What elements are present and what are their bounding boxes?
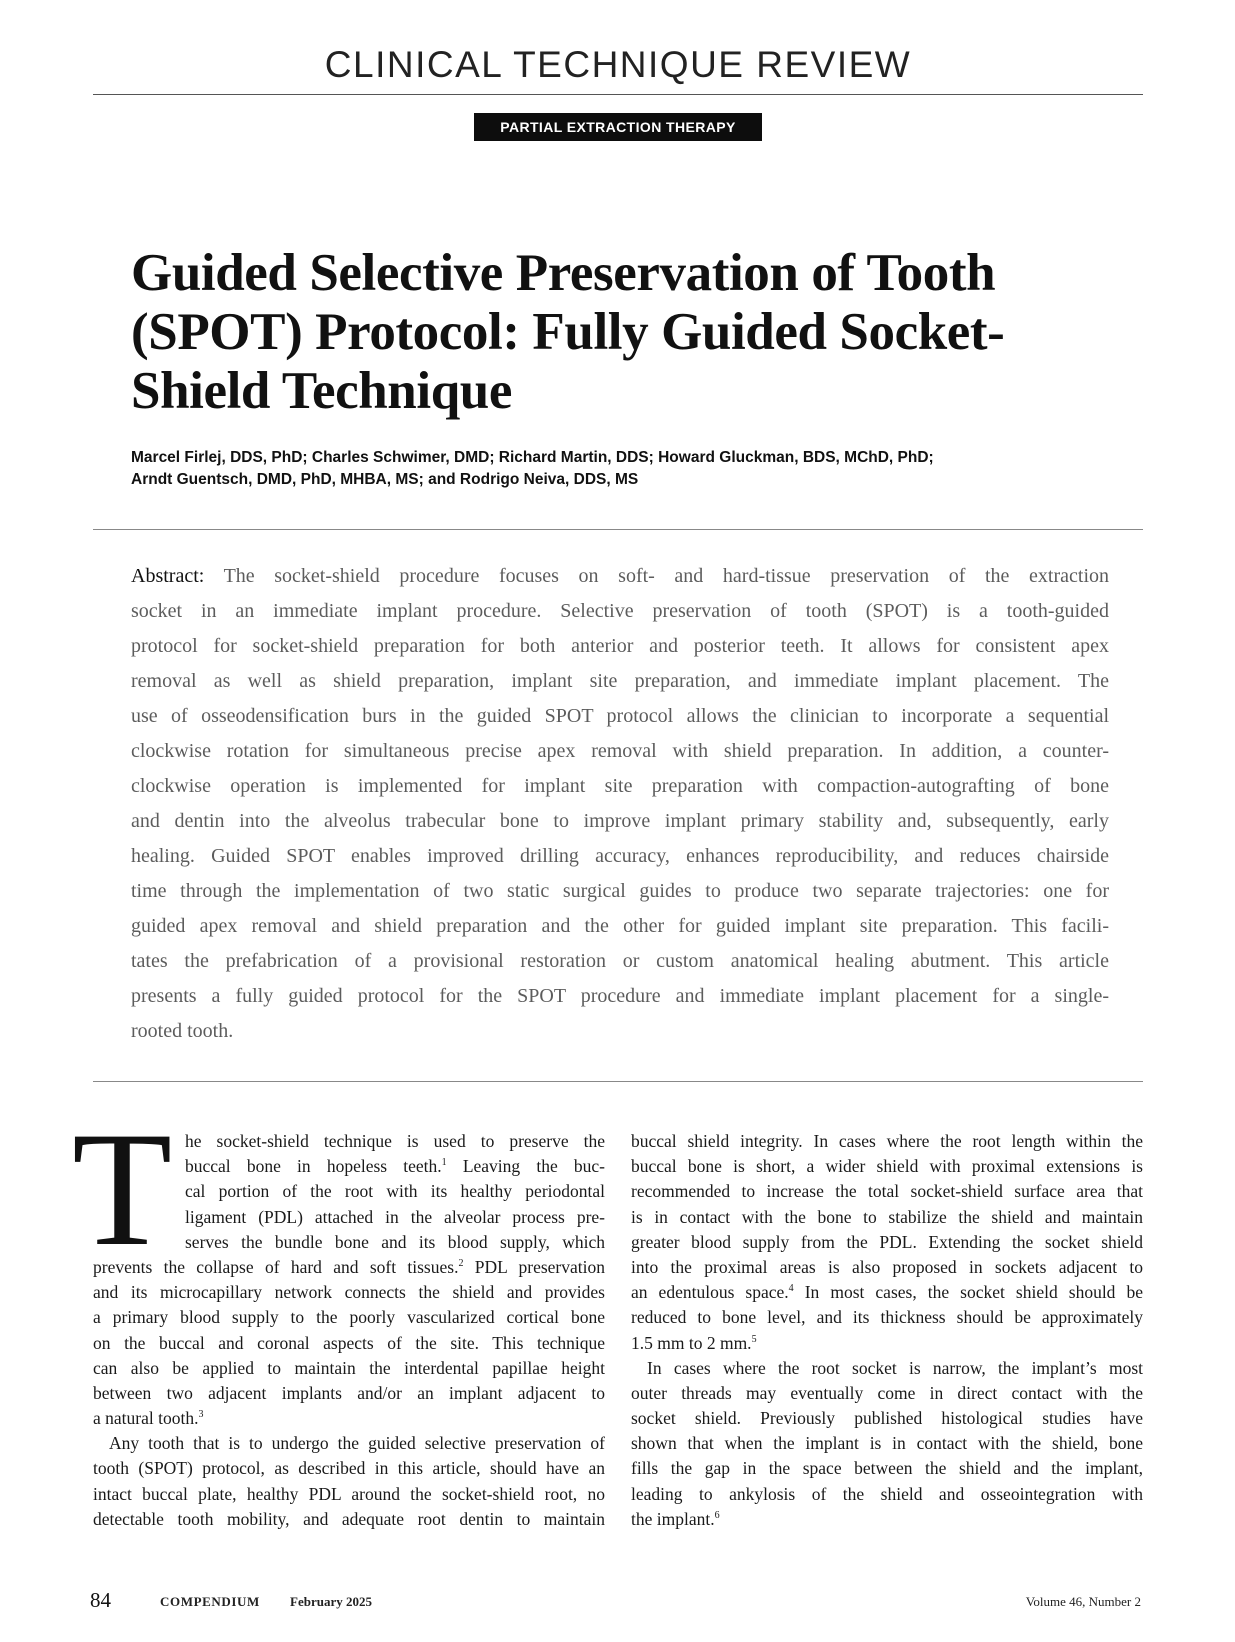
body-line: is in contact with the bone to stabilize the shield and maintain xyxy=(631,1206,1143,1227)
body-line: on the buccal and coronal aspects of the site. This technique xyxy=(93,1332,605,1353)
abstract-line: removal as well as shield preparation, implant site preparation, and immediate implant placement. The xyxy=(131,670,1109,692)
body-text: Leaving the buc- xyxy=(446,1156,605,1177)
body-text: a natural tooth. xyxy=(93,1408,199,1429)
body-line: recommended to increase the total socket-shield surface area that xyxy=(631,1181,1143,1202)
abstract-line: use of osseodensification burs in the guided SPOT protocol allows the clinician to incorporate a sequential xyxy=(131,705,1109,727)
header-divider xyxy=(93,94,1143,95)
abstract-line: healing. Guided SPOT enables improved drilling accuracy, enhances reproducibility, and reduces chairside xyxy=(131,845,1109,867)
abstract-line xyxy=(131,559,1109,594)
citation-ref: 3 xyxy=(198,1409,204,1421)
abstract-line: guided apex removal and shield preparation and the other for guided implant site preparation. This facili- xyxy=(131,915,1109,937)
abstract-line: socket in an immediate implant procedure. Selective preservation of tooth (SPOT) is a tooth-guided xyxy=(131,600,1109,622)
citation-ref: 6 xyxy=(714,1509,720,1521)
citation-ref: 4 xyxy=(788,1283,794,1295)
body-line: serves the bundle bone and its blood supply, which xyxy=(185,1231,605,1252)
body-column-left xyxy=(93,1129,605,1532)
body-column-right xyxy=(631,1129,1143,1532)
body-line: cal portion of the root with its healthy periodontal xyxy=(185,1181,605,1202)
title-divider xyxy=(93,529,1143,530)
body-line: can also be applied to maintain the interdental papillae height xyxy=(93,1357,605,1378)
body-line: into the proximal areas is also proposed in sockets adjacent to xyxy=(631,1256,1143,1277)
body-line: detectable tooth mobility, and adequate root dentin to maintain xyxy=(93,1508,605,1529)
body-text: In most cases, the socket shield should be xyxy=(793,1282,1143,1303)
article-title: Guided Selective Preservation of Tooth (SPOT) Protocol: Fully Guided Socket-Shield Technique xyxy=(131,244,1005,420)
body-line: a primary blood supply to the poorly vascularized cortical bone xyxy=(93,1307,605,1328)
author-list xyxy=(131,447,1091,491)
abstract-line: clockwise operation is implemented for implant site preparation with compaction-autografting of bone xyxy=(131,775,1109,797)
category-badge: PARTIAL EXTRACTION THERAPY xyxy=(474,113,762,141)
body-text: PDL preservation xyxy=(463,1256,605,1277)
body-line: In cases where the root socket is narrow, the implant’s most xyxy=(647,1357,1143,1378)
body-line xyxy=(631,1280,1143,1305)
body-line: fills the gap in the space between the shield and the implant, xyxy=(631,1458,1143,1479)
abstract-line: and dentin into the alveolus trabecular bone to improve implant primary stability and, subsequently, early xyxy=(131,810,1109,832)
body-line: leading to ankylosis of the shield and osseointegration with xyxy=(631,1483,1143,1504)
body-line: between two adjacent implants and/or an implant adjacent to xyxy=(93,1382,605,1403)
body-text: prevents the collapse of hard and soft tissues. xyxy=(93,1256,459,1277)
citation-ref: 2 xyxy=(458,1258,464,1270)
body-line xyxy=(93,1154,605,1179)
abstract-line: presents a fully guided protocol for the SPOT procedure and immediate implant placement for a single- xyxy=(131,985,1109,1007)
author-line: Arndt Guentsch, DMD, PhD, MHBA, MS; and Rodrigo Neiva, DDS, MS xyxy=(131,471,639,488)
citation-ref: 5 xyxy=(751,1333,757,1345)
body-line: intact buccal plate, healthy PDL around the socket-shield root, no xyxy=(93,1483,605,1504)
page-number: 84 xyxy=(90,1588,111,1612)
body-line: he socket-shield technique is used to preserve the xyxy=(185,1131,605,1151)
abstract-line: clockwise rotation for simultaneous precise apex removal with shield preparation. In addition, a counter- xyxy=(131,740,1109,762)
body-line xyxy=(93,1406,605,1431)
body-text: 1.5 mm to 2 mm. xyxy=(631,1332,752,1353)
issue-date: February 2025 xyxy=(290,1594,372,1609)
body-text: the implant. xyxy=(631,1508,715,1529)
abstract-line: protocol for socket-shield preparation for both anterior and posterior teeth. It allows for consistent apex xyxy=(131,635,1109,657)
body-line: shown that when the implant is in contact with the shield, bone xyxy=(631,1433,1143,1454)
body-line: and its microcapillary network connects the shield and provides xyxy=(93,1282,605,1303)
author-line: Marcel Firlej, DDS, PhD; Charles Schwimer, DMD; Richard Martin, DDS; Howard Gluckman, BDS, MChD, PhD; xyxy=(131,449,934,466)
drop-cap: T xyxy=(72,1099,173,1280)
body-line: tooth (SPOT) protocol, as described in this article, should have an xyxy=(93,1458,605,1479)
body-line xyxy=(93,1255,605,1280)
body-line: greater blood supply from the PDL. Extending the socket shield xyxy=(631,1231,1143,1252)
body-line xyxy=(631,1331,1143,1356)
abstract-line: rooted tooth. xyxy=(131,1020,234,1042)
journal-name: COMPENDIUM xyxy=(160,1594,260,1609)
body-line: outer threads may eventually come in direct contact with the xyxy=(631,1382,1143,1403)
body-line: buccal bone is short, a wider shield with proximal extensions is xyxy=(631,1156,1143,1177)
body-line: reduced to bone level, and its thickness should be approximately xyxy=(631,1307,1143,1328)
abstract-line: time through the implementation of two static surgical guides to produce two separate trajectories: one for xyxy=(131,880,1109,902)
body-line: socket shield. Previously published histological studies have xyxy=(631,1408,1143,1429)
abstract-text: The socket-shield procedure focuses on soft- and hard-tissue preservation of the extraction xyxy=(223,565,1109,587)
body-text: an edentulous space. xyxy=(631,1282,789,1303)
body-line: ligament (PDL) attached in the alveolar process pre- xyxy=(185,1206,605,1227)
section-header: CLINICAL TECHNIQUE REVIEW xyxy=(324,44,912,85)
body-line xyxy=(631,1507,1143,1532)
citation-ref: 1 xyxy=(441,1157,447,1169)
volume-number: Volume 46, Number 2 xyxy=(1025,1594,1141,1609)
abstract xyxy=(131,559,1109,1049)
body-text: buccal bone in hopeless teeth. xyxy=(185,1156,442,1177)
abstract-label: Abstract: xyxy=(131,565,205,587)
abstract-divider xyxy=(93,1081,1143,1082)
body-line: buccal shield integrity. In cases where the root length within the xyxy=(631,1131,1143,1151)
abstract-line: tates the prefabrication of a provisional restoration or custom anatomical healing abutment. This article xyxy=(131,950,1109,972)
body-line: Any tooth that is to undergo the guided selective preservation of xyxy=(109,1433,605,1454)
